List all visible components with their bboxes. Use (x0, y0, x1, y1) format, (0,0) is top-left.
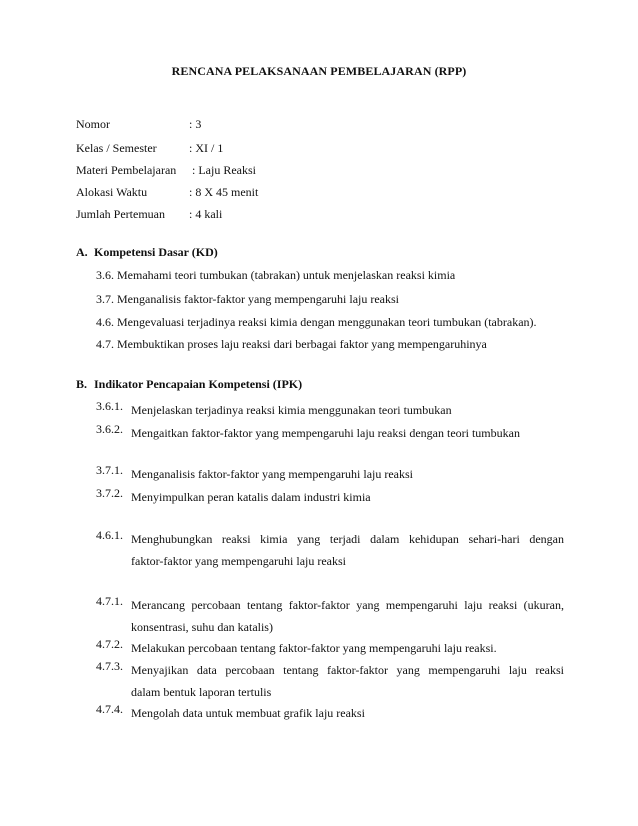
section-letter: A. (76, 245, 88, 259)
ipk-number: 4.7.4. (96, 702, 123, 716)
document-title: RENCANA PELAKSANAAN PEMBELAJARAN (RPP) (171, 64, 467, 78)
ipk-number: 3.6.1. (96, 399, 123, 413)
ipk-text-line: dalam bentuk laporan tertulis (131, 685, 272, 699)
ipk-text (131, 528, 564, 572)
ipk-text: Menyimpulkan peran katalis dalam industri kimia (131, 490, 371, 504)
ipk-text: Menganalisis faktor-faktor yang mempengaruhi laju reaksi (131, 467, 413, 481)
ipk-text: Mengaitkan faktor-faktor yang mempengaruhi laju reaksi dengan teori tumbukan (131, 426, 520, 440)
ipk-text-line: konsentrasi, suhu dan katalis) (131, 620, 273, 634)
meta-row-materi (76, 163, 256, 179)
ipk-number: 4.6.1. (96, 528, 123, 542)
meta-value: : 4 kali (189, 207, 223, 221)
meta-label: Kelas / Semester (76, 141, 157, 155)
meta-row-kelas (76, 141, 223, 157)
ipk-text-line: Merancang percobaan tentang faktor-faktor yang mempengaruhi laju reaksi (ukuran, (131, 598, 564, 612)
meta-row-nomor (76, 117, 201, 133)
kd-item: 3.6. Memahami teori tumbukan (tabrakan) untuk menjelaskan reaksi kimia (96, 268, 456, 282)
ipk-number: 3.7.1. (96, 463, 123, 477)
section-b-heading (76, 377, 302, 392)
meta-value: : 8 X 45 menit (189, 185, 259, 199)
ipk-number: 3.6.2. (96, 422, 123, 436)
meta-label: Alokasi Waktu (76, 185, 148, 199)
ipk-text: Melakukan percobaan tentang faktor-faktor yang mempengaruhi laju reaksi. (131, 641, 497, 655)
ipk-number: 4.7.3. (96, 659, 123, 673)
meta-value: : Laju Reaksi (189, 163, 256, 177)
meta-label: Nomor (76, 117, 110, 131)
meta-label: Jumlah Pertemuan (76, 207, 165, 221)
meta-value: : 3 (189, 117, 202, 131)
ipk-text-line: Menyajikan data percobaan tentang faktor-faktor yang mempengaruhi laju reaksi (131, 663, 564, 677)
ipk-text-line: faktor-faktor yang mempengaruhi laju reaksi (131, 554, 347, 568)
ipk-text (131, 659, 564, 703)
meta-row-jumlah (76, 207, 222, 223)
section-title: Indikator Pencapaian Kompetensi (IPK) (94, 377, 303, 391)
ipk-text-line: Menghubungkan reaksi kimia yang terjadi dalam kehidupan sehari-hari dengan (131, 532, 564, 546)
meta-label: Materi Pembelajaran (76, 163, 177, 177)
kd-item: 4.6. Mengevaluasi terjadinya reaksi kimia dengan menggunakan teori tumbukan (tabrakan). (96, 315, 537, 329)
ipk-number: 4.7.1. (96, 594, 123, 608)
meta-value: : XI / 1 (189, 141, 224, 155)
section-a-heading (76, 245, 218, 260)
meta-row-alokasi (76, 185, 258, 201)
ipk-text: Mengolah data untuk membuat grafik laju reaksi (131, 706, 365, 720)
kd-item: 3.7. Menganalisis faktor-faktor yang mempengaruhi laju reaksi (96, 292, 399, 306)
kd-item: 4.7. Membuktikan proses laju reaksi dari berbagai faktor yang mempengaruhinya (96, 337, 487, 351)
section-title: Kompetensi Dasar (KD) (94, 245, 218, 259)
ipk-number: 3.7.2. (96, 486, 123, 500)
ipk-number: 4.7.2. (96, 637, 123, 651)
section-letter: B. (76, 377, 88, 391)
ipk-text (131, 594, 564, 638)
ipk-text: Menjelaskan terjadinya reaksi kimia menggunakan teori tumbukan (131, 403, 452, 417)
